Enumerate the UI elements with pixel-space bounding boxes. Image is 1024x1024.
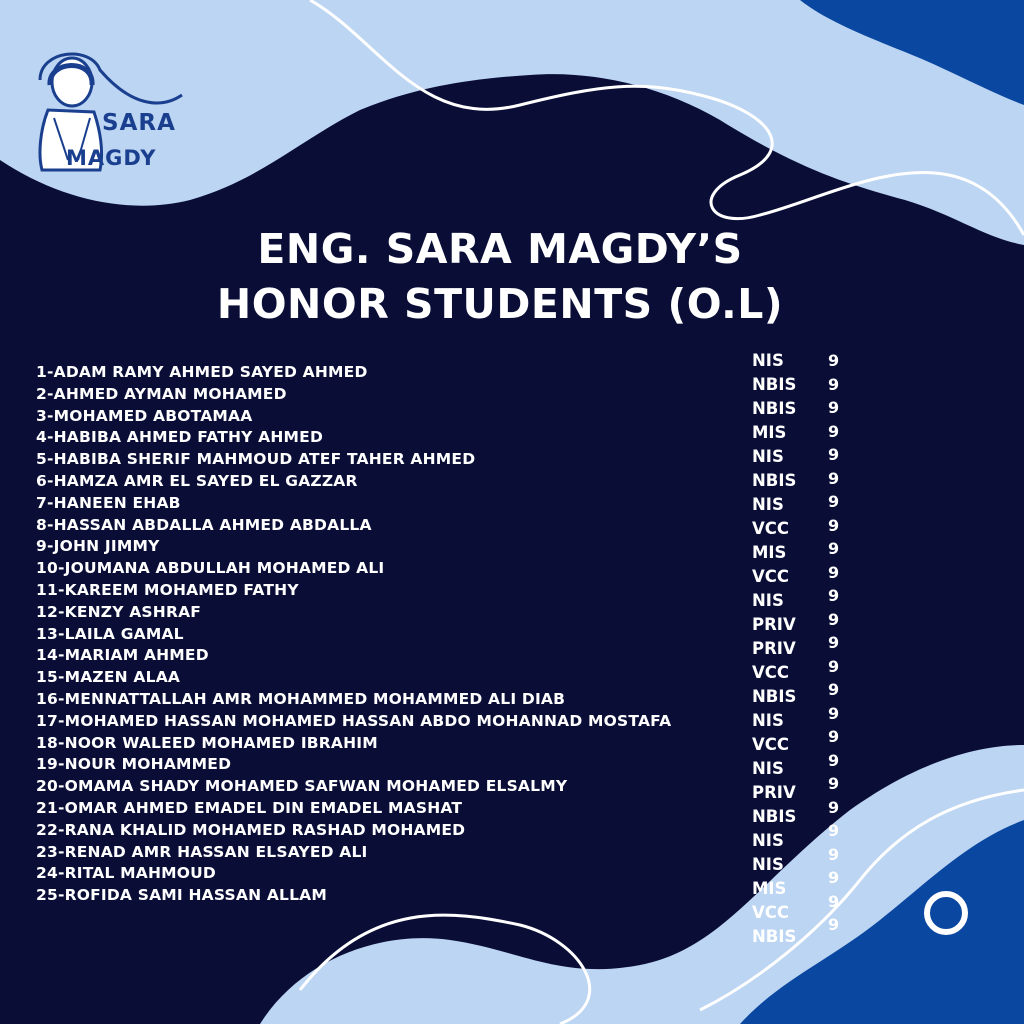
student-score: 9 [828,891,840,911]
student-name: 12-KENZY ASHRAF [36,602,202,621]
school-code: NBIS [752,687,797,706]
student-score: 9 [828,680,840,699]
student-score: 9 [828,821,840,840]
heading-line1: ENG. SARA MAGDY’S [257,225,743,273]
school-code: NIS [752,495,784,514]
school-code-list [752,349,796,949]
student-name: 22-RANA KHALID MOHAMED RASHAD MOHAMED [36,820,466,839]
heading-line2: HONOR STUDENTS (O.L) [216,280,784,328]
student-score: 9 [828,562,840,582]
school-code: NBIS [752,807,797,826]
student-score: 9 [828,539,840,558]
student-name: 15-MAZEN ALAA [36,668,181,687]
student-score: 9 [828,868,840,887]
school-code: VCC [752,663,789,682]
student-score: 9 [828,374,840,394]
student-name: 2-AHMED AYMAN MOHAMED [36,384,287,403]
school-code: NIS [752,855,784,874]
student-score: 9 [828,703,840,723]
student-name: 20-OMAMA SHADY MOHAMED SAFWAN MOHAMED ELSALMY [36,777,568,796]
school-code: NBIS [752,471,797,490]
school-code: NBIS [752,927,797,946]
student-name: 21-OMAR AHMED EMADEL DIN EMADEL MASHAT [36,798,463,817]
student-name-list [36,362,671,907]
student-name: 23-RENAD AMR HASSAN ELSAYED ALI [36,842,368,861]
student-name: 14-MARIAM AHMED [36,646,209,665]
student-name: 7-HANEEN EHAB [36,493,181,512]
school-code: VCC [752,567,789,586]
school-code: NIS [752,351,784,370]
school-code: MIS [752,543,787,562]
student-name: 10-JOUMANA ABDULLAH MOHAMED ALI [36,559,385,578]
student-score: 9 [828,609,840,629]
student-name: 5-HABIBA SHERIF MAHMOUD ATEF TAHER AHMED [36,450,476,469]
student-score: 9 [828,633,840,652]
school-code: PRIV [752,615,796,634]
school-code: NIS [752,591,784,610]
student-score: 9 [828,844,840,864]
student-name: 8-HASSAN ABDALLA AHMED ABDALLA [36,515,372,534]
student-score: 9 [828,915,840,934]
school-code: VCC [752,903,789,922]
student-name: 3-MOHAMED ABOTAMAA [36,406,253,425]
school-code: NIS [752,711,784,730]
student-score: 9 [828,727,840,746]
school-code: NIS [752,831,784,850]
school-code: VCC [752,735,789,754]
student-score: 9 [828,750,840,770]
student-name: 18-NOOR WALEED MOHAMED IBRAHIM [36,733,378,752]
school-code: NBIS [752,399,797,418]
student-score: 9 [828,351,840,370]
student-name: 25-ROFIDA SAMI HASSAN ALLAM [36,886,328,905]
school-code: NBIS [752,375,797,394]
school-code: PRIV [752,639,796,658]
school-code: NIS [752,759,784,778]
student-score: 9 [828,656,840,676]
student-score: 9 [828,492,840,511]
student-score: 9 [828,774,840,793]
school-code: VCC [752,519,789,538]
student-score: 9 [828,797,840,817]
student-score: 9 [828,445,840,464]
student-name: 24-RITAL MAHMOUD [36,864,216,883]
student-name: 4-HABIBA AHMED FATHY AHMED [36,428,324,447]
student-name: 16-MENNATTALLAH AMR MOHAMMED MOHAMMED ALI DIAB [36,689,566,708]
student-name: 11-KAREEM MOHAMED FATHY [36,580,299,599]
school-code: PRIV [752,783,796,802]
logo-text-line2: MAGDY [66,146,157,170]
student-score: 9 [828,515,840,535]
student-name: 9-JOHN JIMMY [36,537,160,556]
student-score: 9 [828,421,840,441]
score-list [828,349,839,937]
student-name: 13-LAILA GAMAL [36,624,184,643]
student-score: 9 [828,586,840,605]
student-name: 17-MOHAMED HASSAN MOHAMED HASSAN ABDO MOHANNAD MOSTAFA [36,711,672,730]
student-name: 19-NOUR MOHAMMED [36,755,232,774]
school-code: NIS [752,447,784,466]
school-code: MIS [752,879,787,898]
school-code: MIS [752,423,787,442]
student-score: 9 [828,398,840,417]
logo-text-line1: SARA [102,110,176,136]
student-score: 9 [828,468,840,488]
student-name: 1-ADAM RAMY AHMED SAYED AHMED [36,363,368,381]
student-name: 6-HAMZA AMR EL SAYED EL GAZZAR [36,471,358,490]
